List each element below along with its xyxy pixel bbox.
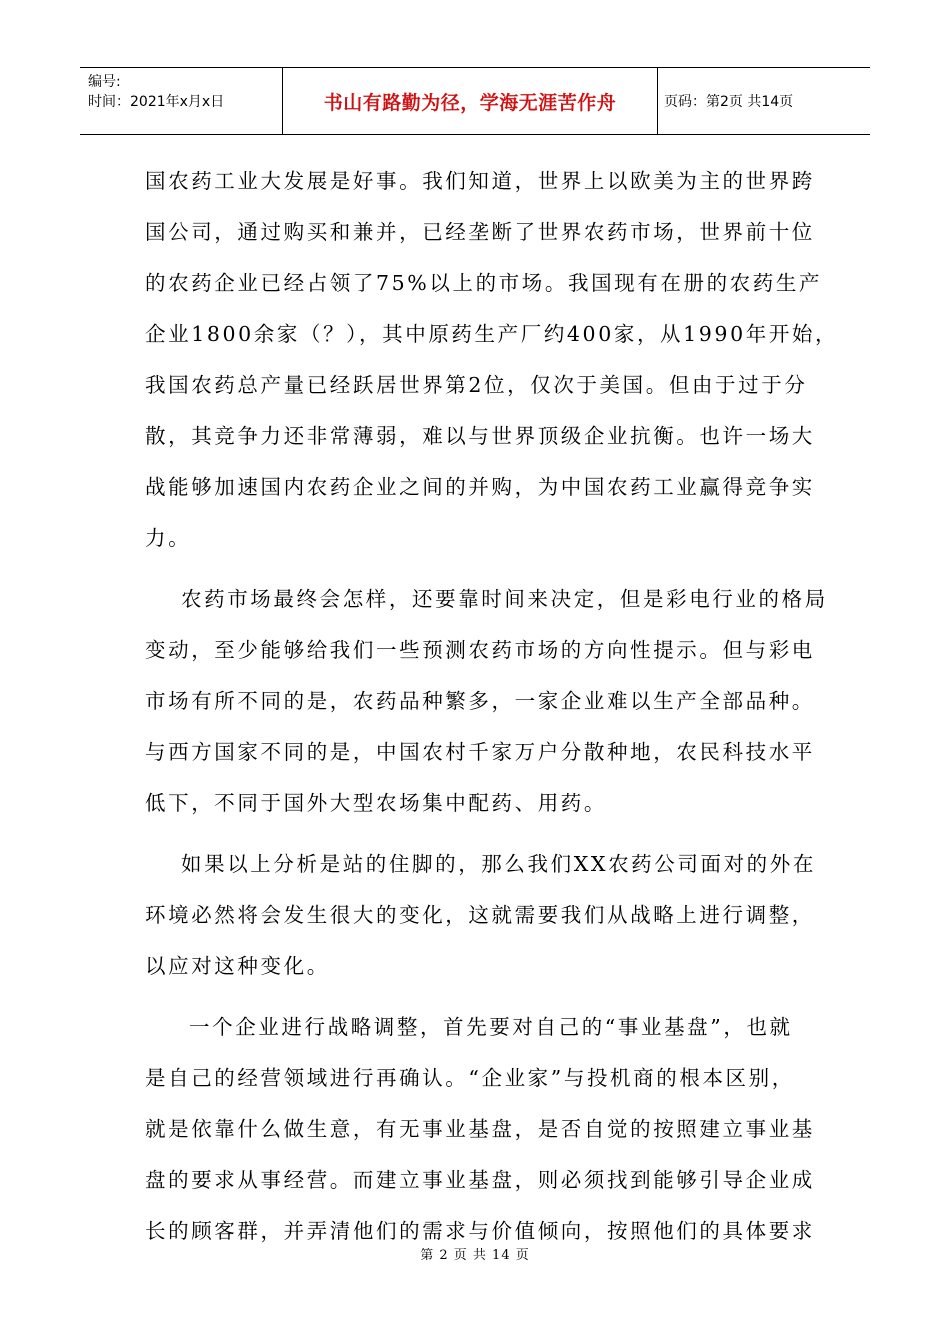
body-line: 我国农药总产量已经跃居世界第2位，仅次于美国。但由于过于分 <box>145 373 808 397</box>
header-page-info: 页码：第2页 共14页 <box>664 94 794 110</box>
body-line: 变动，至少能够给我们一些预测农药市场的方向性提示。但与彩电 <box>145 638 815 662</box>
body-line: 农药市场最终会怎样，还要靠时间来决定，但是彩电行业的格局 <box>181 587 828 611</box>
header-page-cell <box>658 68 870 134</box>
body-line: 国公司，通过购买和兼并，已经垄断了世界农药市场，世界前十位 <box>145 220 815 244</box>
document-body <box>145 156 839 1257</box>
body-line: 战能够加速国内农药企业之间的并购，为中国农药工业赢得竞争实 <box>145 475 815 499</box>
body-line: 以应对这种变化。 <box>145 954 330 978</box>
body-line: 企业1800余家（？），其中原药生产厂约400家，从1990年开始， <box>145 322 839 346</box>
header-motto: 书山有路勤为径，学海无涯苦作舟 <box>323 91 617 114</box>
page-footer: 第 2 页 共 14 页 <box>420 1248 530 1263</box>
body-line: 如果以上分析是站的住脚的，那么我们XX农药公司面对的外在 <box>181 852 816 876</box>
document-time-label: 时间：2021年x月x日 <box>88 94 225 110</box>
body-line: 就是依靠什么做生意，有无事业基盘，是否自觉的按照建立事业基 <box>145 1117 815 1141</box>
body-line: 的农药企业已经占领了75%以上的市场。我国现有在册的农药生产 <box>145 271 823 295</box>
body-line: 低下，不同于国外大型农场集中配药、用药。 <box>145 791 607 815</box>
document-number-label: 编号: <box>88 74 121 90</box>
body-line: 盘的要求从事经营。而建立事业基盘，则必须找到能够引导企业成 <box>145 1168 815 1192</box>
body-line: 长的顾客群，并弄清他们的需求与价值倾向，按照他们的具体要求 <box>145 1219 815 1243</box>
header-meta-cell <box>80 68 282 134</box>
header-motto-cell <box>282 68 658 134</box>
body-line: 环境必然将会发生很大的变化，这就需要我们从战略上进行调整， <box>145 903 815 927</box>
body-line: 力。 <box>145 526 192 550</box>
body-line: 是自己的经营领域进行再确认。“企业家”与投机商的根本区别， <box>145 1066 795 1090</box>
body-line: 与西方国家不同的是，中国农村千家万户分散种地，农民科技水平 <box>145 740 815 764</box>
body-line: 国农药工业大发展是好事。我们知道，世界上以欧美为主的世界跨 <box>145 169 815 193</box>
body-line: 市场有所不同的是，农药品种繁多，一家企业难以生产全部品种。 <box>145 689 815 713</box>
body-line: 散，其竞争力还非常薄弱，难以与世界顶级企业抗衡。也许一场大 <box>145 424 815 448</box>
body-line: 一个企业进行战略调整，首先要对自己的“事业基盘”，也就 <box>189 1015 793 1039</box>
document-header <box>80 67 870 135</box>
